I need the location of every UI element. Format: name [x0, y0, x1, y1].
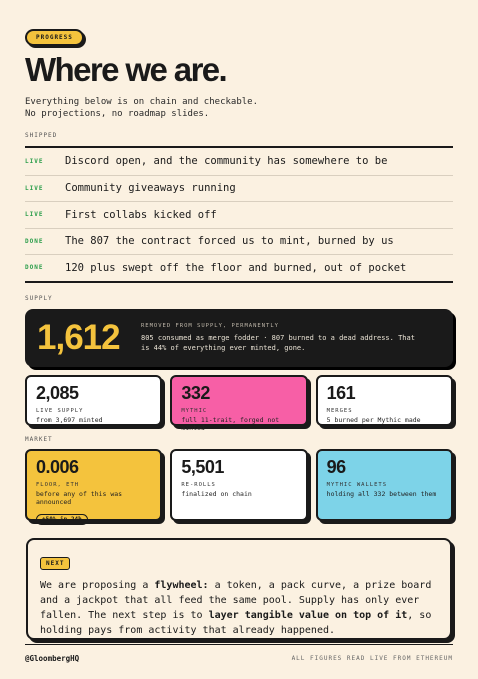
stat-number: 332 [181, 382, 210, 403]
page-content [25, 24, 453, 640]
item-text: The 807 the contract forced us to mint, burned by us [65, 235, 394, 248]
list-item [25, 254, 453, 281]
intro-line-2: No projections, no roadmap slides. [25, 109, 210, 119]
list-item [25, 148, 453, 175]
stat-label: LIVE SUPPLY [36, 407, 84, 414]
status-badge: LIVE [25, 184, 44, 192]
stat-card-mythic [170, 375, 307, 432]
social-handle: @GloombergHQ [25, 654, 80, 663]
supply-label: SUPPLY [25, 294, 53, 302]
next-bold-1: flywheel: [154, 579, 209, 591]
supply-cards [25, 375, 453, 432]
status-badge: DONE [25, 264, 44, 272]
stat-card-merges [316, 375, 453, 426]
intro-line-1: Everything below is on chain and checkable. [25, 97, 258, 107]
stat-sub: from 3,697 minted [36, 415, 103, 424]
stat-card-mythic-wallets [316, 449, 453, 521]
stat-label: MYTHIC WALLETS [326, 481, 388, 488]
stat-number: 96 [326, 456, 346, 477]
market-label: MARKET [25, 435, 53, 443]
list-item [25, 228, 453, 255]
status-badge: LIVE [25, 157, 44, 165]
stat-label: MYTHIC [181, 407, 208, 414]
change-badge: +50% in 24h [36, 514, 88, 525]
shipped-label: SHIPPED [25, 132, 58, 139]
list-item [25, 175, 453, 202]
item-text: First collabs kicked off [65, 208, 217, 221]
page-title: Where we are. [25, 51, 227, 88]
stat-card-rerolls [170, 449, 307, 521]
item-text: Discord open, and the community has somewhere to be [65, 155, 388, 168]
next-pill: NEXT [40, 557, 70, 570]
hero-description: 805 consumed as merge fodder · 807 burned to a dead address. That is 44% of everything ever minted, gone. [141, 333, 415, 352]
stat-number: 2,085 [36, 382, 79, 403]
hero-number: 1,612 [37, 317, 120, 357]
stat-label: RE-ROLLS [181, 481, 216, 488]
stat-label: FLOOR, ETH [36, 481, 80, 488]
item-text: 120 plus swept off the floor and burned, out of pocket [65, 261, 407, 274]
status-badge: LIVE [25, 211, 44, 219]
footer-note: ALL FIGURES READ LIVE FROM ETHEREUM [291, 655, 453, 662]
stat-sub: full 11-trait, forged not minted [181, 415, 280, 432]
progress-pill: PROGRESS [25, 29, 84, 46]
intro-text [25, 96, 453, 120]
supply-hero-card [25, 309, 453, 367]
stat-sub: 5 burned per Mythic made [326, 415, 421, 424]
next-text-3: , so holding pays from activity that already happened. [40, 609, 432, 636]
footer [25, 644, 453, 663]
stat-number: 0.006 [36, 456, 79, 477]
shipped-list [25, 146, 453, 283]
stat-card-live-supply [25, 375, 162, 426]
list-item [25, 201, 453, 228]
stat-sub: holding all 332 between them [326, 489, 437, 498]
next-text-2: a token, a pack curve, a prize board and a jackpot that all feed the same pool. Supply has only ever fallen. The next step is to [40, 579, 432, 621]
stat-number: 5,501 [181, 456, 224, 477]
hero-details [141, 323, 416, 353]
stat-number: 161 [326, 382, 356, 403]
status-badge: DONE [25, 237, 44, 245]
stat-label: MERGES [326, 407, 353, 414]
hero-label: REMOVED FROM SUPPLY, PERMANENTLY [141, 322, 279, 329]
next-paragraph [40, 578, 438, 638]
stat-sub: finalized on chain [181, 489, 252, 498]
market-cards [25, 449, 453, 521]
next-step-box [26, 538, 452, 640]
next-bold-2: layer tangible value on top of it [208, 609, 408, 621]
stat-card-floor [25, 449, 162, 521]
item-text: Community giveaways running [65, 182, 236, 195]
next-text-1: We are proposing a [40, 579, 155, 591]
stat-sub: before any of this was announced [36, 489, 123, 506]
